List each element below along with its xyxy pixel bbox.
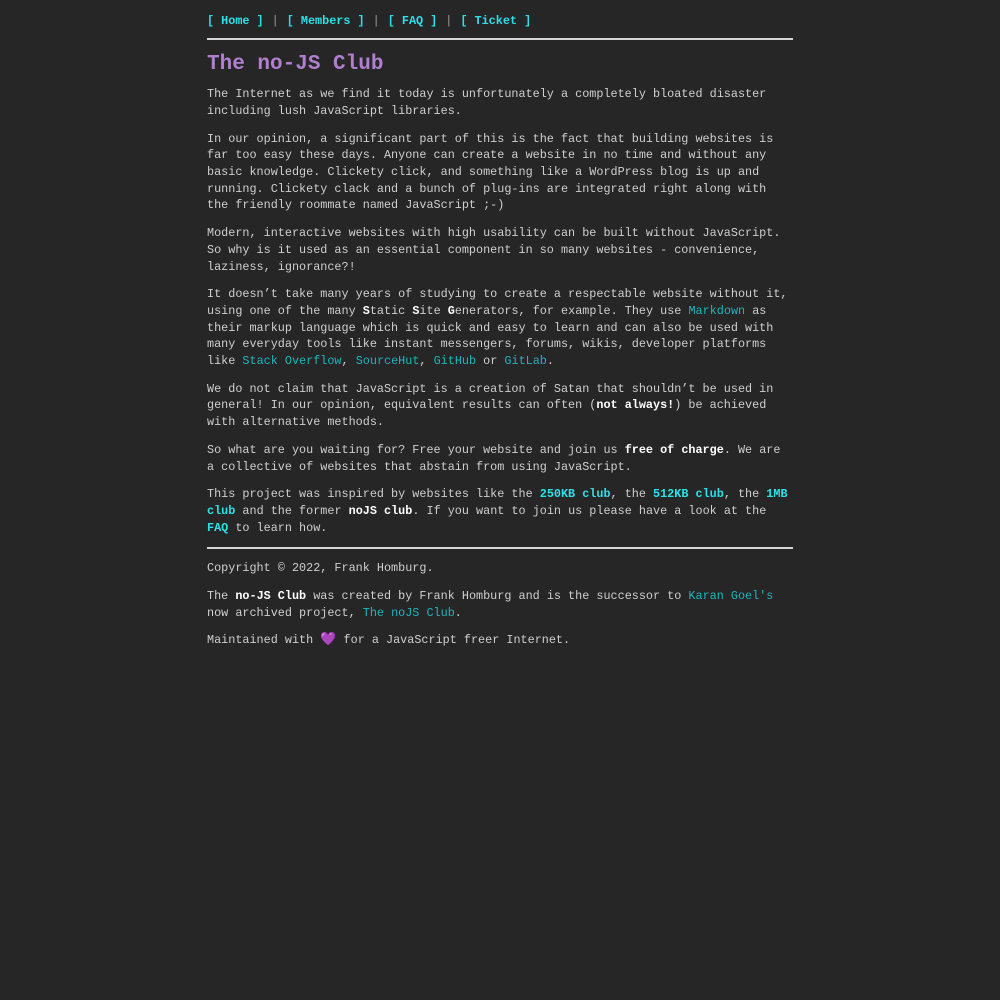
header-divider <box>207 38 793 40</box>
inspired-text: , the <box>610 487 654 502</box>
maintained-text: Maintained with <box>207 633 321 648</box>
nav-separator: | <box>372 13 380 28</box>
ssg-text: It doesn’t take many years of studying to create a respectable website without it, using one of the many <box>207 287 788 318</box>
sourcehut-link[interactable]: SourceHut <box>355 354 420 369</box>
250kb-club-link[interactable]: 250KB club <box>539 487 611 502</box>
ssg-text: . <box>546 354 554 369</box>
nav-separator: | <box>445 13 453 28</box>
purple-heart-icon: 💜 <box>320 632 337 648</box>
free-of-charge-emphasis: free of charge <box>624 442 724 457</box>
ssg-letter-g: G <box>447 303 455 318</box>
join-text: . We are a collective of websites that abstain from using JavaScript. <box>207 442 781 474</box>
markdown-link[interactable]: Markdown <box>688 303 746 318</box>
old-nojs-club-link[interactable]: The noJS Club <box>362 605 455 620</box>
ssg-letter-s1: S <box>362 303 370 318</box>
page-container <box>207 0 793 660</box>
satan-text: We do not claim that JavaScript is a creation of Satan that shouldn’t be used in general! In our opinion, equivalent results can often ( <box>207 381 774 413</box>
ssg-text: as their markup language which is quick and easy to learn and can also be used with many everyday tools like instant messengers, forums, wikis, developer platforms like <box>207 303 774 369</box>
credit-text: was created by Frank Homburg and is the successor to <box>306 589 689 604</box>
ssg-text: enerators, for example. They use <box>454 303 689 318</box>
credit-text: The <box>207 589 236 604</box>
ssg-text: tatic <box>369 303 413 318</box>
no-js-club-emphasis: no-JS Club <box>235 589 307 604</box>
gitlab-link[interactable]: GitLab <box>504 354 547 369</box>
512kb-club-link[interactable]: 512KB club <box>653 487 724 502</box>
nav-members-link[interactable]: [ Members ] <box>286 13 365 28</box>
nav-separator: | <box>271 13 279 28</box>
not-always-emphasis: not always! <box>596 398 675 413</box>
intro-paragraph-1: The Internet as we find it today is unfortunately a completely bloated disaster including lush JavaScript libraries. <box>207 87 767 118</box>
inspired-text: , the <box>723 487 767 502</box>
credit-paragraph <box>207 588 793 621</box>
faq-inline-link[interactable]: FAQ <box>207 520 229 535</box>
ssg-text: ite <box>419 303 448 318</box>
top-nav <box>207 0 793 38</box>
inspired-text: to learn how. <box>228 520 328 535</box>
nojs-club-emphasis: noJS club <box>348 503 413 518</box>
inspired-text: and the former <box>235 503 349 518</box>
join-text: So what are you waiting for? Free your website and join us <box>207 442 625 457</box>
maintained-text: for a JavaScript freer Internet. <box>336 633 571 648</box>
stackoverflow-link[interactable]: Stack Overflow <box>242 354 342 369</box>
ssg-letter-s2: S <box>412 303 420 318</box>
ssg-paragraph <box>207 286 793 370</box>
inspired-text: This project was inspired by websites like the <box>207 487 540 502</box>
ssg-text: or <box>476 354 505 369</box>
page-footer <box>207 549 793 649</box>
copyright-text: Copyright © 2022, Frank Homburg. <box>207 561 434 576</box>
nav-home-link[interactable]: [ Home ] <box>207 13 264 28</box>
page-title: The no-JS Club <box>207 53 384 76</box>
ssg-text: , <box>341 354 356 369</box>
github-link[interactable]: GitHub <box>433 354 477 369</box>
intro-paragraph-3: Modern, interactive websites with high usability can be built without JavaScript. So why is it used as an essential component in so many websites - convenience, laziness, ignorance?! <box>207 226 781 274</box>
credit-text: . <box>454 605 462 620</box>
maintained-paragraph <box>207 632 793 649</box>
credit-text: now archived project, <box>207 605 363 620</box>
intro-paragraph-2: In our opinion, a significant part of this is the fact that building websites is far too easy these days. Anyone can create a website in no time and without any basic knowledge. Clickety click, and something like a WordPress blog is up and running. Clickety clack and a bunch of plug-ins are integrated right along with the friendly roommate named JavaScript ;-) <box>207 131 774 213</box>
ssg-text: , <box>419 354 434 369</box>
satan-paragraph <box>207 381 793 431</box>
1mb-club-link[interactable]: 1MB club <box>207 487 788 518</box>
nav-ticket-link[interactable]: [ Ticket ] <box>460 13 532 28</box>
satan-text: ) be achieved with alternative methods. <box>207 398 767 430</box>
nav-faq-link[interactable]: [ FAQ ] <box>387 13 438 28</box>
inspired-paragraph <box>207 486 793 536</box>
join-paragraph <box>207 442 793 475</box>
karan-goel-link[interactable]: Karan Goel's <box>688 589 774 604</box>
inspired-text: . If you want to join us please have a look at the <box>412 503 767 518</box>
